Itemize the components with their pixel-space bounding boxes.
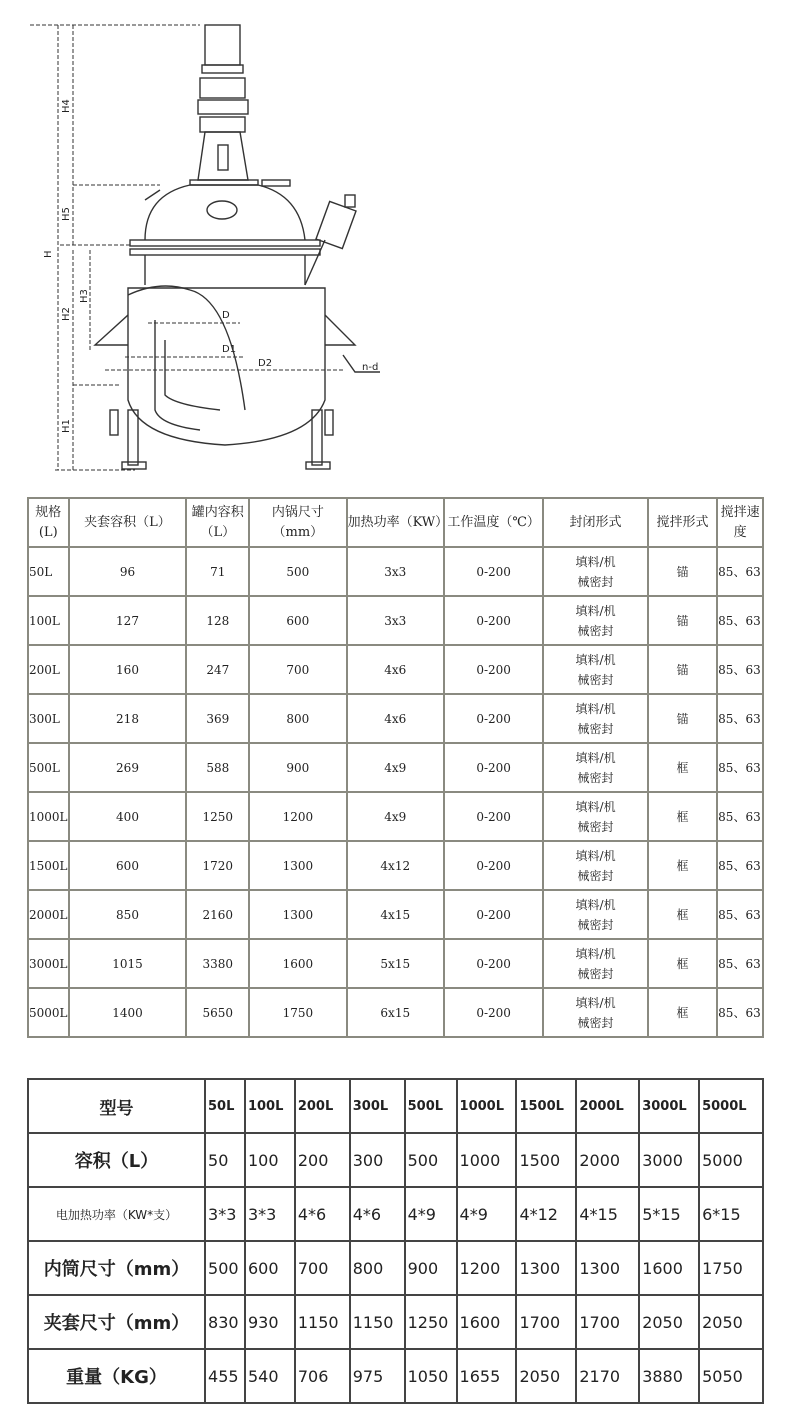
row-label: 夹套尺寸（mm） (28, 1295, 205, 1349)
table-cell: 600 (249, 596, 346, 645)
row-label: 内筒尺寸（mm） (28, 1241, 205, 1295)
table-cell: 85、63 (717, 694, 763, 743)
table-cell: 框 (648, 890, 717, 939)
table-cell: 1150 (295, 1295, 350, 1349)
table-cell: 5650 (186, 988, 249, 1037)
column-header: 内锅尺寸（mm） (249, 498, 346, 547)
table-cell: 85、63 (717, 596, 763, 645)
table-cell: 框 (648, 939, 717, 988)
row-label: 容积（L） (28, 1133, 205, 1187)
table-cell: 100L (245, 1079, 295, 1133)
table-cell: 1720 (186, 841, 249, 890)
table-cell: 160 (69, 645, 187, 694)
table-cell: 50L (205, 1079, 245, 1133)
table-cell: 200L (295, 1079, 350, 1133)
table-cell: 4x6 (347, 694, 444, 743)
table-cell: 300L (350, 1079, 405, 1133)
table-row (28, 1295, 763, 1349)
label-H: H (43, 250, 54, 258)
table-cell: 3000L (639, 1079, 699, 1133)
table-cell: 5050 (699, 1349, 763, 1403)
table-cell: 800 (350, 1241, 405, 1295)
table-cell: 500 (249, 547, 346, 596)
table-cell: 1000 (457, 1133, 517, 1187)
table-cell: 4*15 (576, 1187, 639, 1241)
table-cell: 85、63 (717, 939, 763, 988)
table-cell: 1300 (249, 841, 346, 890)
table-cell: 400 (69, 792, 187, 841)
table-cell: 455 (205, 1349, 245, 1403)
table-cell: 85、63 (717, 547, 763, 596)
label-D: D (222, 310, 230, 321)
table-cell: 500 (205, 1241, 245, 1295)
table-cell: 1250 (405, 1295, 457, 1349)
table-cell: 850 (69, 890, 187, 939)
table-cell: 4x9 (347, 743, 444, 792)
table-cell: 500L (28, 743, 69, 792)
table-cell: 2000L (28, 890, 69, 939)
table-row (28, 988, 763, 1037)
table-cell: 2050 (639, 1295, 699, 1349)
table-cell: 框 (648, 792, 717, 841)
table-row (28, 939, 763, 988)
table-row (28, 1133, 763, 1187)
label-H2: H2 (61, 307, 72, 321)
table-cell: 1600 (249, 939, 346, 988)
table-cell: 71 (186, 547, 249, 596)
label-H1: H1 (61, 419, 72, 433)
table-cell: 1600 (639, 1241, 699, 1295)
table-cell: 填料/机械密封 (543, 547, 648, 596)
label-D2: D2 (258, 358, 273, 369)
spec-table (27, 497, 764, 1038)
table-cell: 700 (295, 1241, 350, 1295)
row-label: 重量（KG） (28, 1349, 205, 1403)
table-cell: 3000L (28, 939, 69, 988)
table-cell: 2160 (186, 890, 249, 939)
table-row (28, 694, 763, 743)
table-cell: 600 (245, 1241, 295, 1295)
table-cell: 85、63 (717, 645, 763, 694)
table-cell: 3*3 (205, 1187, 245, 1241)
table-cell: 85、63 (717, 792, 763, 841)
table-cell: 1000L (28, 792, 69, 841)
table-cell: 50L (28, 547, 69, 596)
table-cell: 填料/机械密封 (543, 939, 648, 988)
column-header: 工作温度（℃） (444, 498, 543, 547)
table-cell: 269 (69, 743, 187, 792)
column-header: 封闭形式 (543, 498, 648, 547)
table-cell: 锚 (648, 547, 717, 596)
table-cell: 100 (245, 1133, 295, 1187)
table-cell: 2000 (576, 1133, 639, 1187)
table-cell: 3x3 (347, 547, 444, 596)
table-cell: 6*15 (699, 1187, 763, 1241)
table-cell: 706 (295, 1349, 350, 1403)
table-cell: 1050 (405, 1349, 457, 1403)
table-cell: 4x9 (347, 792, 444, 841)
table-cell: 5x15 (347, 939, 444, 988)
table-cell: 锚 (648, 694, 717, 743)
table-cell: 4*12 (516, 1187, 576, 1241)
table-cell: 127 (69, 596, 187, 645)
table-cell: 3880 (639, 1349, 699, 1403)
table-cell: 填料/机械密封 (543, 694, 648, 743)
table-cell: 100L (28, 596, 69, 645)
table-cell: 3000 (639, 1133, 699, 1187)
table-cell: 2170 (576, 1349, 639, 1403)
table-cell: 填料/机械密封 (543, 792, 648, 841)
table-cell: 85、63 (717, 988, 763, 1037)
table-cell: 50 (205, 1133, 245, 1187)
table-cell: 85、63 (717, 841, 763, 890)
table-row (28, 1079, 763, 1133)
reactor-drawing (0, 0, 400, 485)
table-cell: 2050 (516, 1349, 576, 1403)
table-cell: 4x12 (347, 841, 444, 890)
table-cell: 500 (405, 1133, 457, 1187)
table-cell: 85、63 (717, 890, 763, 939)
table-row (28, 841, 763, 890)
table-cell: 1600 (457, 1295, 517, 1349)
table-cell: 0-200 (444, 841, 543, 890)
table-cell: 3x3 (347, 596, 444, 645)
label-H3: H3 (79, 289, 90, 303)
table-cell: 5000L (28, 988, 69, 1037)
table-cell: 0-200 (444, 547, 543, 596)
table-cell: 4*6 (295, 1187, 350, 1241)
table-cell: 369 (186, 694, 249, 743)
table-cell: 填料/机械密封 (543, 841, 648, 890)
table-cell: 1500L (28, 841, 69, 890)
table-cell: 1700 (516, 1295, 576, 1349)
table-cell: 1500L (516, 1079, 576, 1133)
table-cell: 1250 (186, 792, 249, 841)
model-table (27, 1078, 764, 1404)
table-cell: 830 (205, 1295, 245, 1349)
table-cell: 900 (405, 1241, 457, 1295)
table-cell: 0-200 (444, 792, 543, 841)
table-cell: 5000 (699, 1133, 763, 1187)
table-cell: 4x6 (347, 645, 444, 694)
table-cell: 700 (249, 645, 346, 694)
table-cell: 2050 (699, 1295, 763, 1349)
table-cell: 588 (186, 743, 249, 792)
table-cell: 框 (648, 841, 717, 890)
table-cell: 200L (28, 645, 69, 694)
table-cell: 128 (186, 596, 249, 645)
table-cell: 5*15 (639, 1187, 699, 1241)
table-cell: 锚 (648, 596, 717, 645)
table-cell: 1015 (69, 939, 187, 988)
table-cell: 填料/机械密封 (543, 988, 648, 1037)
table-cell: 1300 (576, 1241, 639, 1295)
table-cell: 1200 (457, 1241, 517, 1295)
table-cell: 540 (245, 1349, 295, 1403)
table-cell: 0-200 (444, 596, 543, 645)
table-cell: 96 (69, 547, 187, 596)
table-row (28, 890, 763, 939)
table-cell: 600 (69, 841, 187, 890)
table-cell: 1150 (350, 1295, 405, 1349)
table-cell: 填料/机械密封 (543, 743, 648, 792)
table-cell: 0-200 (444, 645, 543, 694)
table-cell: 3380 (186, 939, 249, 988)
table-cell: 500L (405, 1079, 457, 1133)
table-cell: 4x15 (347, 890, 444, 939)
table-row (28, 547, 763, 596)
table-row (28, 743, 763, 792)
table-cell: 2000L (576, 1079, 639, 1133)
table-row (28, 645, 763, 694)
table-cell: 5000L (699, 1079, 763, 1133)
table-cell: 填料/机械密封 (543, 890, 648, 939)
table-cell: 1300 (516, 1241, 576, 1295)
dimension-lines (30, 25, 343, 470)
column-header: 规格(L) (28, 498, 69, 547)
table-cell: 975 (350, 1349, 405, 1403)
label-D1: D1 (222, 344, 237, 355)
table-row (28, 792, 763, 841)
table-cell: 0-200 (444, 743, 543, 792)
table-cell: 300L (28, 694, 69, 743)
table-cell: 框 (648, 743, 717, 792)
table-cell: 填料/机械密封 (543, 645, 648, 694)
table-cell: 3*3 (245, 1187, 295, 1241)
table-cell: 85、63 (717, 743, 763, 792)
table-cell: 0-200 (444, 890, 543, 939)
table-cell: 1700 (576, 1295, 639, 1349)
table-cell: 4*9 (405, 1187, 457, 1241)
table-cell: 930 (245, 1295, 295, 1349)
row-label: 电加热功率（KW*支） (28, 1187, 205, 1241)
table-cell: 1750 (699, 1241, 763, 1295)
table-cell: 框 (648, 988, 717, 1037)
table-cell: 1750 (249, 988, 346, 1037)
table-cell: 1000L (457, 1079, 517, 1133)
table-cell: 填料/机械密封 (543, 596, 648, 645)
label-H4: H4 (61, 99, 72, 113)
table-cell: 0-200 (444, 988, 543, 1037)
table-cell: 0-200 (444, 939, 543, 988)
table-cell: 200 (295, 1133, 350, 1187)
table-cell: 0-200 (444, 694, 543, 743)
table-row (28, 1349, 763, 1403)
label-H5: H5 (61, 207, 72, 221)
table-cell: 1400 (69, 988, 187, 1037)
label-n-d: n-d (362, 362, 379, 373)
table-cell: 300 (350, 1133, 405, 1187)
table-cell: 1655 (457, 1349, 517, 1403)
column-header: 加热功率（KW） (347, 498, 444, 547)
table-cell: 900 (249, 743, 346, 792)
table-cell: 800 (249, 694, 346, 743)
table-cell: 4*6 (350, 1187, 405, 1241)
table-cell: 6x15 (347, 988, 444, 1037)
column-header: 罐内容积（L） (186, 498, 249, 547)
column-header: 搅拌速度 (717, 498, 763, 547)
table-cell: 1200 (249, 792, 346, 841)
table-cell: 4*9 (457, 1187, 517, 1241)
table-row (28, 596, 763, 645)
table-cell: 247 (186, 645, 249, 694)
spec-table-header (28, 498, 763, 547)
row-label: 型号 (28, 1079, 205, 1133)
table-cell: 218 (69, 694, 187, 743)
table-cell: 1300 (249, 890, 346, 939)
table-cell: 锚 (648, 645, 717, 694)
table-row (28, 1187, 763, 1241)
column-header: 夹套容积（L） (69, 498, 187, 547)
table-row (28, 1241, 763, 1295)
table-cell: 1500 (516, 1133, 576, 1187)
column-header: 搅拌形式 (648, 498, 717, 547)
